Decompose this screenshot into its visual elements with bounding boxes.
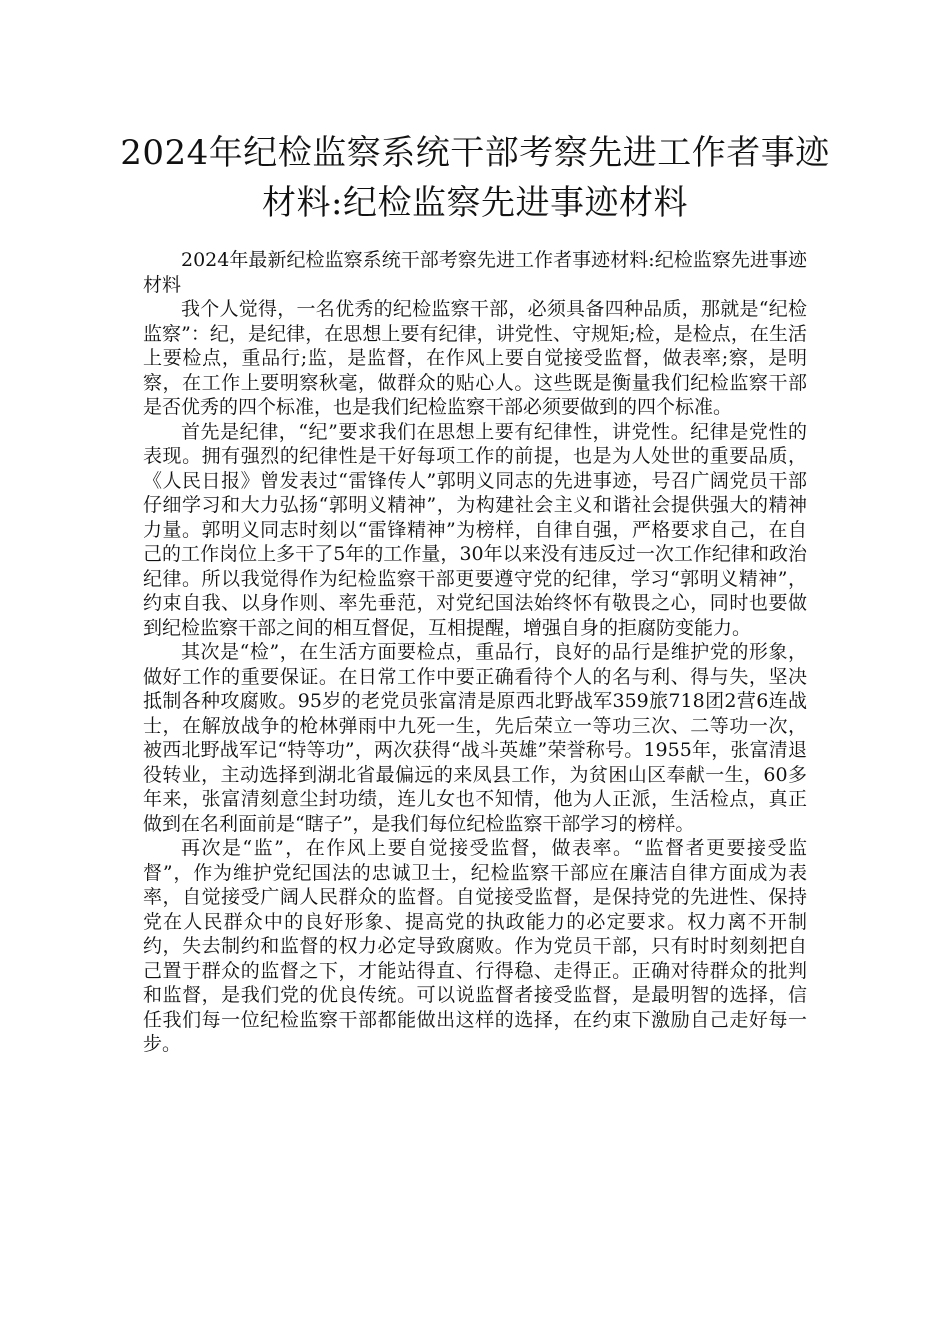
document-title: 2024年纪检监察系统干部考察先进工作者事迹材料:纪检监察先进事迹材料 — [120, 133, 830, 223]
paragraph-conduct: 其次是“检”，在生活方面要检点，重品行，良好的品行是维护党的形象，做好工作的重要保证。在日常工作中要正确看待个人的名与利、得与失，坚决抵制各种攻腐败。95岁的老党员张富清是原西北野战军359旅718团2营6连战士，在解放战争的枪林弹雨中九死一生，先后荣立一等功三次、二等功一次，被西北野战军记“特等功”，两次获得“战斗英雄”荣誉称号。1955年，张富清退役转业，主动选择到湖北省最偏远的来凤县工作，为贫困山区奉献一生，60多年来，张富清刻意尘封功绩，连儿女也不知情，他为人正派，生活检点，真正做到在名利面前是“瞎子”，是我们每位纪检监察干部学习的榜样。 — [143, 641, 807, 835]
paragraph-discipline: 首先是纪律，“纪”要求我们在思想上要有纪律性，讲党性。纪律是党性的表现。拥有强烈的纪律性是干好每项工作的前提，也是为人处世的重要品质，《人民日报》曾发表过“雷锋传人”郭明义同志的先进事迹，号召广阔党员干部仔细学习和大力弘扬“郭明义精神”，为构建社会主义和谐社会提供强大的精神力量。郭明义同志时刻以“雷锋精神”为榜样，自律自强，严格要求自己，在自己的工作岗位上多干了5年的工作量，30年以来没有违反过一次工作纪律和政治纪律。所以我觉得作为纪检监察干部更要遵守党的纪律，学习“郭明义精神”，约束自我、以身作则、率先垂范，对党纪国法始终怀有敬畏之心，同时也要做到纪检监察干部之间的相互督促，互相提醒，增强自身的拒腐防变能力。 — [143, 420, 807, 639]
paragraph-supervision: 再次是“监”，在作风上要自觉接受监督，做表率。“监督者更要接受监督”，作为维护党纪国法的忠诚卫士，纪检监察干部应在廉洁自律方面成为表率，自觉接受广阔人民群众的监督。自觉接受监督，是保持党的先进性、保持党在人民群众中的良好形象、提高党的执政能力的必定要求。权力离不开制约，失去制约和监督的权力必定导致腐败。作为党员干部，只有时时刻刻把自己置于群众的监督之下，才能站得直、行得稳、走得正。正确对待群众的批判和监督，是我们党的优良传统。可以说监督者接受监督，是最明智的选择，信任我们每一位纪检监察干部都能做出这样的选择，在约束下激励自己走好每一步。 — [143, 837, 807, 1055]
document-body — [143, 248, 807, 1057]
paragraph-intro: 2024年最新纪检监察系统干部考察先进工作者事迹材料:纪检监察先进事迹材料 — [143, 249, 807, 296]
paragraph-four-qualities: 我个人觉得，一名优秀的纪检监察干部，必须具备四种品质，那就是“纪检监察”：纪，是纪律，在思想上要有纪律，讲党性、守规矩;检，是检点，在生活上要检点，重品行;监，是监督，在作风上要自觉接受监督，做表率;察，是明察，在工作上要明察秋毫，做群众的贴心人。这些既是衡量我们纪检监察干部是否优秀的四个标准，也是我们纪检监察干部必须要做到的四个标准。 — [143, 298, 807, 418]
